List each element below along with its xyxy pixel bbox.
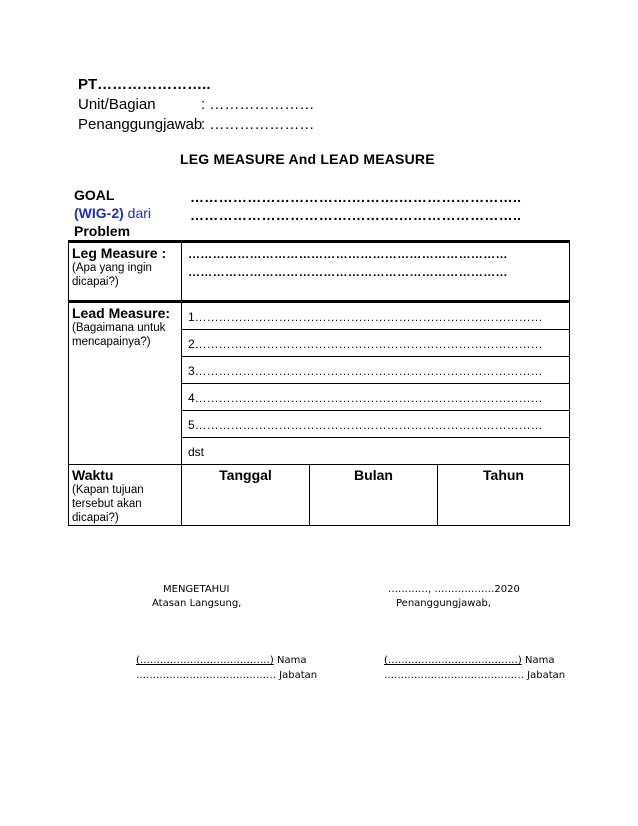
- lead-measure-label-cell: [69, 302, 182, 465]
- lead-item-1[interactable]: 1……………………………………………………………………………: [182, 303, 569, 330]
- tahun-header: Tahun: [483, 467, 524, 483]
- leg-line-2: ……………………………………………………………………: [188, 265, 508, 279]
- lead-item-4[interactable]: 4……………………………………………………………………………: [182, 384, 569, 411]
- lead-measure-hint: (Bagaimana untuk mencapainya?): [72, 322, 166, 348]
- left-name-field[interactable]: (…………………………………): [136, 655, 274, 666]
- tahun-cell[interactable]: [438, 465, 570, 526]
- left-name-line: [136, 655, 306, 666]
- lead-item-dst[interactable]: dst: [188, 445, 205, 459]
- right-position-line: [384, 670, 565, 681]
- mengetahui-label: MENGETAHUI: [163, 584, 230, 595]
- unit-value-field: : …………………: [201, 96, 315, 113]
- bulan-cell[interactable]: [310, 465, 438, 526]
- tanggal-header: Tanggal: [219, 467, 272, 483]
- left-position-line: [136, 670, 317, 681]
- leg-measure-row: [69, 242, 570, 302]
- right-name-label: Nama: [521, 655, 555, 666]
- waktu-label: Waktu: [72, 467, 114, 483]
- right-name-line: [384, 655, 554, 666]
- waktu-row: [69, 465, 570, 526]
- date-field[interactable]: …………, ………………2020: [388, 584, 520, 595]
- tanggal-cell[interactable]: [182, 465, 310, 526]
- goal-line-1: …………………………….……….……………………..: [190, 189, 522, 205]
- wig-label: [74, 205, 151, 221]
- wig-dari: dari: [123, 205, 151, 221]
- pj-label: Penanggungjawab: [78, 116, 203, 133]
- document-title: LEG MEASURE And LEAD MEASURE: [180, 151, 435, 167]
- lead-measure-label: Lead Measure:: [72, 305, 171, 321]
- lead-measure-row: [69, 302, 570, 465]
- wig-code: (WIG-2): [74, 205, 124, 221]
- lead-item-5[interactable]: 5……………………………………………………………………………: [182, 411, 569, 438]
- lead-item-3[interactable]: 3……………………………………………………………………………: [182, 357, 569, 384]
- lead-item-2[interactable]: 2……………………………………………………………………………: [182, 330, 569, 357]
- lead-measure-list-cell: [182, 302, 570, 465]
- leg-measure-input-cell[interactable]: [182, 242, 570, 302]
- pj-value-field: : …………………: [201, 116, 315, 133]
- left-position-label: Jabatan: [276, 670, 318, 681]
- leg-measure-label: Leg Measure :: [72, 245, 167, 261]
- company-name-field: PT…………………..: [78, 76, 211, 93]
- unit-label: Unit/Bagian: [78, 96, 156, 113]
- waktu-label-cell: [69, 465, 182, 526]
- leg-measure-label-cell: [69, 242, 182, 302]
- problem-label: Problem: [74, 223, 131, 239]
- right-name-field[interactable]: (…………………………………): [384, 655, 522, 666]
- penanggungjawab-label: Penanggungjawab,: [396, 598, 492, 609]
- bulan-header: Bulan: [354, 467, 393, 483]
- left-position-field[interactable]: ……………………………………: [136, 670, 276, 681]
- waktu-hint: (Kapan tujuan tersebut akan dicapai?): [72, 484, 144, 524]
- right-position-label: Jabatan: [524, 670, 566, 681]
- leg-measure-hint: (Apa yang ingin dicapai?): [72, 262, 152, 288]
- atasan-label: Atasan Langsung,: [152, 598, 242, 609]
- left-name-label: Nama: [273, 655, 307, 666]
- goal-label: GOAL: [74, 187, 115, 203]
- right-position-field[interactable]: ……………………………………: [384, 670, 524, 681]
- leg-line-1: ……………………………………………………………………: [188, 247, 508, 261]
- goal-line-2: …………………………….……….……………………..: [190, 207, 522, 223]
- measure-table: [68, 240, 570, 526]
